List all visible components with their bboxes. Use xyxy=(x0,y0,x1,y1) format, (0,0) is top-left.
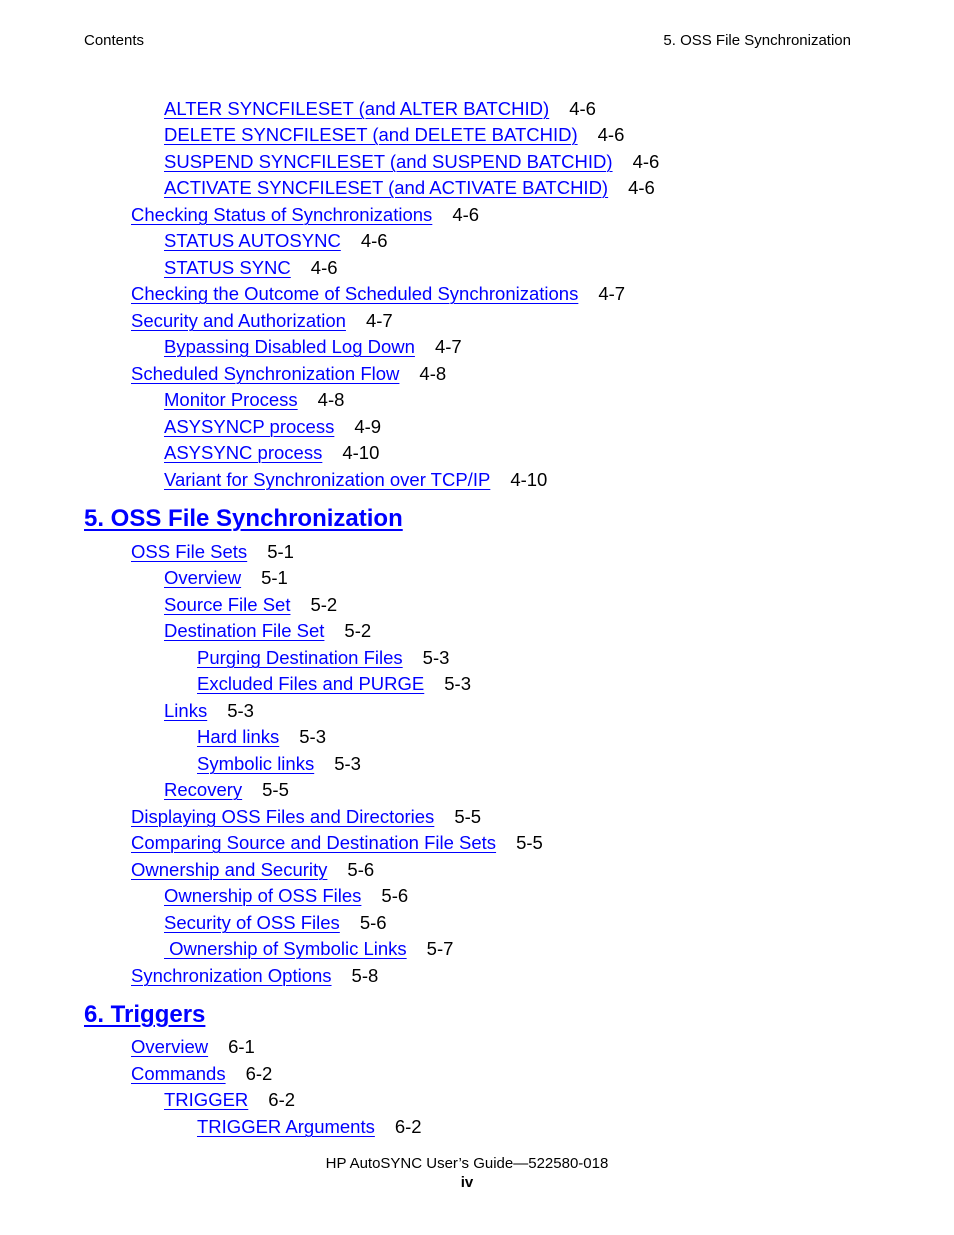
toc-page-number: 5-5 xyxy=(262,779,289,800)
toc-page-number: 5-1 xyxy=(261,567,288,588)
toc-chapter-heading xyxy=(84,1001,205,1029)
toc-page-number: 5-3 xyxy=(227,700,254,721)
toc-entry-link[interactable]: Bypassing Disabled Log Down xyxy=(164,336,415,357)
toc-page-number: 5-6 xyxy=(381,885,409,906)
toc-entry-link[interactable]: Ownership and Security xyxy=(131,859,328,880)
toc-chapter-heading xyxy=(84,505,403,533)
toc-entry-link[interactable]: Overview xyxy=(164,567,242,588)
toc-entry-link[interactable]: Purging Destination Files xyxy=(197,647,403,668)
toc-entry xyxy=(164,442,379,464)
toc-entry-link[interactable]: ACTIVATE SYNCFILESET (and ACTIVATE BATCHID) xyxy=(164,177,609,198)
toc-entry xyxy=(131,1036,255,1058)
toc-entry xyxy=(164,98,596,120)
toc-entry-link[interactable]: SUSPEND SYNCFILESET (and SUSPEND BATCHID) xyxy=(164,151,613,172)
toc-entry xyxy=(131,1063,272,1085)
toc-entry xyxy=(164,257,338,279)
toc-page-number: 6-2 xyxy=(394,1116,422,1137)
toc-page-number: 6-2 xyxy=(245,1063,273,1084)
toc-entry xyxy=(197,673,471,695)
toc-page-number: 4-6 xyxy=(452,204,480,225)
toc-entry-link[interactable]: Security and Authorization xyxy=(131,310,346,331)
toc-entry-link[interactable]: Destination File Set xyxy=(164,620,325,641)
toc-entry xyxy=(131,832,543,854)
toc-entry xyxy=(164,594,337,616)
toc-entry xyxy=(197,726,326,748)
toc-entry-link[interactable]: Displaying OSS Files and Directories xyxy=(131,806,435,827)
toc-entry-link[interactable]: STATUS AUTOSYNC xyxy=(164,230,341,251)
toc-entry xyxy=(131,283,625,305)
toc-entry xyxy=(164,416,381,438)
toc-page-number: 5-8 xyxy=(351,965,379,986)
toc-entry xyxy=(164,885,408,907)
toc-page-number: 5-1 xyxy=(267,541,294,562)
toc-page-number: 6-1 xyxy=(228,1036,255,1057)
toc-entry xyxy=(131,859,374,881)
toc-entry-link[interactable]: OSS File Sets xyxy=(131,541,248,562)
toc-entry-link[interactable]: STATUS SYNC xyxy=(164,257,291,278)
toc-page-number: 4-6 xyxy=(597,124,625,145)
toc-page-number: 4-7 xyxy=(598,283,626,304)
toc-entry xyxy=(164,177,655,199)
toc-page-number: 4-6 xyxy=(632,151,660,172)
toc-page-number: 4-6 xyxy=(628,177,655,198)
toc-entry-link[interactable]: ASYSYNC process xyxy=(164,442,323,463)
toc-entry xyxy=(131,965,378,987)
toc-entry xyxy=(164,779,289,801)
toc-page-number: 5-3 xyxy=(299,726,326,747)
toc-entry-link[interactable]: ASYSYNCP process xyxy=(164,416,335,437)
toc-entry-link[interactable]: Links xyxy=(164,700,208,721)
toc-page-number: 5-5 xyxy=(454,806,482,827)
toc-entry xyxy=(164,700,254,722)
toc-page-number: 5-6 xyxy=(347,859,375,880)
toc-entry xyxy=(131,806,481,828)
toc-page-number: 4-7 xyxy=(365,310,393,331)
toc-page-number: 5-3 xyxy=(444,673,471,694)
toc-entry xyxy=(131,541,294,563)
toc-entry-link[interactable]: Security of OSS Files xyxy=(164,912,340,933)
toc-entry-link[interactable]: Commands xyxy=(131,1063,226,1084)
toc-entry xyxy=(131,363,446,385)
toc-entry-link[interactable]: TRIGGER Arguments xyxy=(197,1116,375,1137)
toc-page-number: 4-7 xyxy=(434,336,462,357)
toc-entry-link[interactable]: Synchronization Options xyxy=(131,965,332,986)
toc-entry-link[interactable]: Symbolic links xyxy=(197,753,315,774)
toc-page-number: 5-3 xyxy=(422,647,450,668)
toc-entry-link[interactable]: Monitor Process xyxy=(164,389,298,410)
toc-entry-link[interactable]: Ownership of Symbolic Links xyxy=(164,938,407,959)
toc-entry-link[interactable]: Scheduled Synchronization Flow xyxy=(131,363,400,384)
toc-page-number: 4-10 xyxy=(510,469,548,490)
toc-page-number: 6-2 xyxy=(268,1089,296,1110)
toc-page-number: 4-8 xyxy=(317,389,345,410)
footer-title: HP AutoSYNC User’s Guide—522580-018 xyxy=(325,1155,609,1172)
toc-entry-link[interactable]: Comparing Source and Destination File Sets xyxy=(131,832,497,853)
toc-page-number: 5-5 xyxy=(516,832,543,853)
page-number: iv xyxy=(460,1174,474,1191)
toc-page-number: 5-3 xyxy=(334,753,361,774)
toc-entry-link[interactable]: Hard links xyxy=(197,726,280,747)
toc-entry xyxy=(164,336,462,358)
toc-entry-link[interactable]: Ownership of OSS Files xyxy=(164,885,362,906)
toc-page-number: 5-7 xyxy=(426,938,454,959)
toc-entry xyxy=(164,567,288,589)
toc-entry-link[interactable]: ALTER SYNCFILESET (and ALTER BATCHID) xyxy=(164,98,550,119)
toc-page-number: 5-2 xyxy=(310,594,338,615)
toc-page-number: 4-8 xyxy=(419,363,447,384)
toc-entry xyxy=(197,753,361,775)
toc-entry xyxy=(131,204,479,226)
toc-entry xyxy=(164,620,371,642)
toc-entry-link[interactable]: TRIGGER xyxy=(164,1089,249,1110)
toc-entry-link[interactable]: Excluded Files and PURGE xyxy=(197,673,425,694)
toc-entry-link[interactable]: Source File Set xyxy=(164,594,291,615)
toc-entry xyxy=(164,1089,295,1111)
toc-entry-link[interactable]: Checking Status of Synchronizations xyxy=(131,204,433,225)
toc-entry-link[interactable]: DELETE SYNCFILESET (and DELETE BATCHID) xyxy=(164,124,578,145)
toc-entry xyxy=(164,912,387,934)
running-header-left: Contents xyxy=(84,32,145,49)
toc-page-number: 5-2 xyxy=(344,620,372,641)
toc-entry xyxy=(197,647,449,669)
toc-chapter-link[interactable]: 5. OSS File Synchronization xyxy=(84,505,403,532)
toc-entry xyxy=(131,310,393,332)
toc-entry-link[interactable]: Recovery xyxy=(164,779,243,800)
toc-page-number: 4-9 xyxy=(354,416,382,437)
toc-entry xyxy=(164,230,388,252)
toc-entry-link[interactable]: Variant for Synchronization over TCP/IP xyxy=(164,469,491,490)
toc-entry xyxy=(164,469,547,491)
toc-page-number: 4-10 xyxy=(342,442,380,463)
toc-entry xyxy=(164,151,659,173)
toc-page-number: 4-6 xyxy=(310,257,338,278)
toc-page-number: 4-6 xyxy=(360,230,388,251)
toc-entry xyxy=(164,389,344,411)
toc-chapter-link[interactable]: 6. Triggers xyxy=(84,1001,206,1028)
toc-entry xyxy=(197,1116,422,1138)
toc-entry-link[interactable]: Checking the Outcome of Scheduled Synchronizations xyxy=(131,283,579,304)
toc-entry-link[interactable]: Overview xyxy=(131,1036,209,1057)
toc-page-number: 4-6 xyxy=(569,98,596,119)
toc-page-number: 5-6 xyxy=(359,912,387,933)
toc-entry xyxy=(164,124,624,146)
toc-entry xyxy=(164,938,453,960)
running-header-right: 5. OSS File Synchronization xyxy=(663,32,851,49)
